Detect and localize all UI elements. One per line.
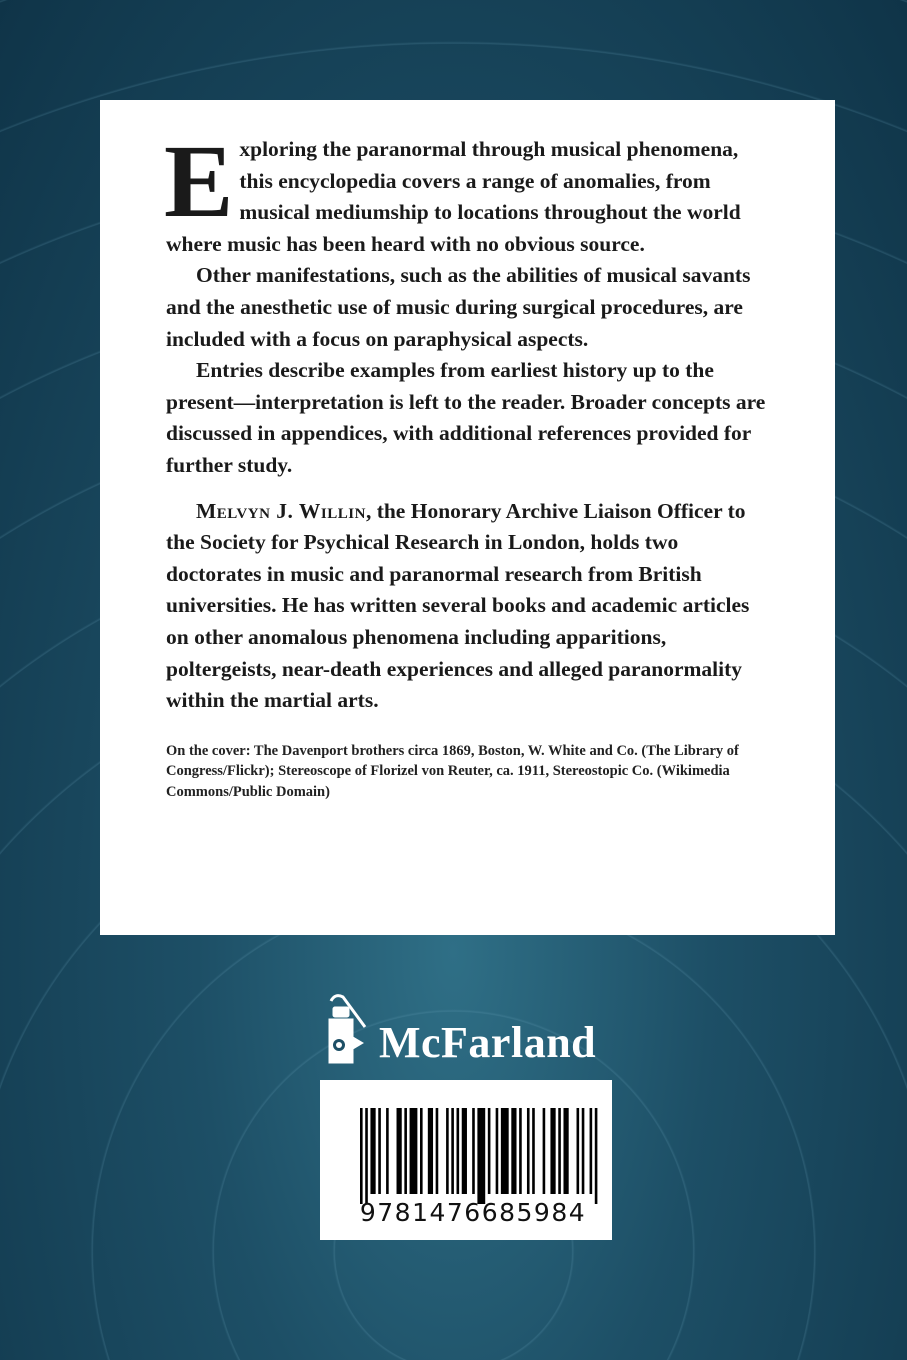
author-bio	[166, 496, 776, 717]
barcode-bar	[488, 1108, 491, 1194]
isbn-barcode	[320, 1080, 612, 1240]
book-description	[164, 124, 776, 717]
barcode-bar	[370, 1108, 375, 1194]
drop-cap: E	[164, 124, 234, 239]
paragraph-text: xploring the paranormal through musical phenomena, this encyclopedia covers a range of anomalies, from musical mediumship to locations throughout the world where music has been heard with no obvious source.	[166, 137, 741, 256]
back-cover-text-panel	[100, 100, 835, 935]
barcode-bar	[386, 1108, 389, 1194]
barcode-bar	[428, 1108, 433, 1194]
barcode-bar	[436, 1108, 439, 1194]
author-bio-text: , the Honorary Archive Liaison Officer to the Society for Psychical Research in London, holds two doctorates in music and paranormal research from British universities. He has written several books and academic articles on other anomalous phenomena including apparitions, poltergeists, near-death experiences and alleged paranormality within the martial arts.	[166, 498, 750, 713]
barcode-bar	[590, 1108, 593, 1194]
barcode-bar	[595, 1108, 598, 1204]
barcode-bar	[451, 1108, 454, 1194]
barcode-bar	[472, 1108, 475, 1194]
barcode-bar	[496, 1108, 499, 1194]
barcode-bar	[527, 1108, 530, 1194]
barcode-bar	[558, 1108, 561, 1194]
barcode-bar	[532, 1108, 535, 1194]
barcode-bars	[360, 1108, 600, 1204]
barcode-bar	[457, 1108, 460, 1194]
barcode-bar	[360, 1108, 363, 1204]
barcode-bar	[519, 1108, 522, 1194]
barcode-bar	[404, 1108, 407, 1194]
cover-credit: On the cover: The Davenport brothers circa 1869, Boston, W. White and Co. (The Library of Congress/Flickr); Stereoscope of Florizel von Reuter, ca. 1911, Stereostopic Co. (Wikimedia Commons/Public Domain)	[166, 742, 739, 800]
lantern-icon	[325, 993, 367, 1065]
barcode-bar	[477, 1108, 485, 1204]
barcode-bar	[446, 1108, 449, 1194]
isbn-number: 9781476685984	[359, 1198, 587, 1227]
barcode-bar	[550, 1108, 555, 1194]
description-paragraph-3: Entries describe examples from earliest history up to the present—interpretation is left to the reader. Broader concepts are discussed in appendices, with additional references provided for further study.	[166, 358, 766, 477]
barcode-bar	[501, 1108, 509, 1194]
barcode-bar	[397, 1108, 402, 1194]
barcode-bar	[563, 1108, 568, 1194]
barcode-bar	[582, 1108, 585, 1194]
description-paragraph-1	[164, 124, 776, 260]
barcode-bar	[577, 1108, 580, 1194]
publisher-name: McFarland	[379, 1018, 597, 1067]
barcode-bar	[511, 1108, 516, 1194]
description-paragraph-2: Other manifestations, such as the abilities of musical savants and the anesthetic use of music during surgical procedures, are included with a focus on paraphysical aspects.	[166, 263, 751, 351]
publisher-logo	[325, 993, 907, 1065]
barcode-bar	[543, 1108, 546, 1194]
barcode-bar	[410, 1108, 418, 1194]
author-name: Melvyn J. Willin	[196, 498, 366, 523]
barcode-bar	[462, 1108, 467, 1194]
barcode-bar	[378, 1108, 381, 1194]
barcode-bar	[420, 1108, 423, 1194]
barcode-bar	[365, 1108, 368, 1204]
